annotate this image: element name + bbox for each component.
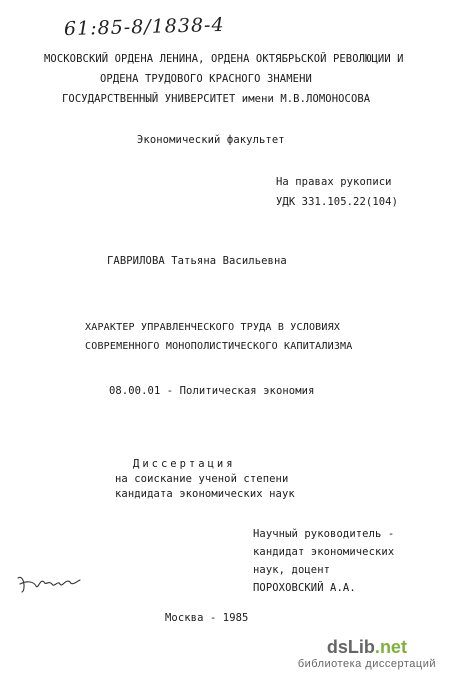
watermark-subtitle: библиотека диссертаций [297, 658, 436, 670]
institution-line-2: ОРДЕНА ТРУДОВОГО КРАСНОГО ЗНАМЕНИ [100, 73, 312, 85]
author-name: ГАВРИЛОВА Татьяна Васильевна [107, 255, 287, 267]
watermark-logo-dot: . [374, 637, 380, 657]
handwritten-stamp: 61:85-8/1838-4 [63, 13, 225, 41]
supervisor-line-1: Научный руководитель - [253, 528, 395, 540]
signature-scribble [14, 570, 84, 596]
specialty: 08.00.01 - Политическая экономия [109, 385, 315, 397]
supervisor-line-3: наук, доцент [253, 564, 331, 576]
institution-line-3: ГОСУДАРСТВЕННЫЙ УНИВЕРСИТЕТ имени М.В.ЛОМОНОСОВА [62, 93, 371, 105]
title-line-1: ХАРАКТЕР УПРАВЛЕНЧЕСКОГО ТРУДА В УСЛОВИЯХ [85, 322, 341, 333]
watermark-logo [298, 637, 436, 657]
supervisor-name: ПОРОХОВСКИЙ А.А. [253, 582, 356, 594]
degree-line-1: на соискание ученой степени [115, 473, 289, 485]
udc-code: УДК 331.105.22(104) [276, 196, 399, 208]
institution-line-1: МОСКОВСКИЙ ОРДЕНА ЛЕНИНА, ОРДЕНА ОКТЯБРЬСКОЙ РЕВОЛЮЦИИ И [44, 53, 404, 65]
watermark-logo-main: dsLib [326, 637, 375, 657]
dslib-watermark [298, 637, 436, 671]
supervisor-line-2: кандидат экономических [253, 546, 395, 558]
title-line-2: СОВРЕМЕННОГО МОНОПОЛИСТИЧЕСКОГО КАПИТАЛИЗМА [85, 341, 353, 352]
watermark-logo-tld: net [379, 637, 407, 657]
dissertation-heading: Диссертация [133, 458, 236, 470]
city-year: Москва - 1985 [165, 612, 249, 624]
degree-line-2: кандидата экономических наук [115, 488, 295, 500]
faculty: Экономический факультет [137, 134, 285, 146]
manuscript-rights: На правах рукописи [276, 176, 392, 188]
handwritten-signature [14, 570, 84, 600]
